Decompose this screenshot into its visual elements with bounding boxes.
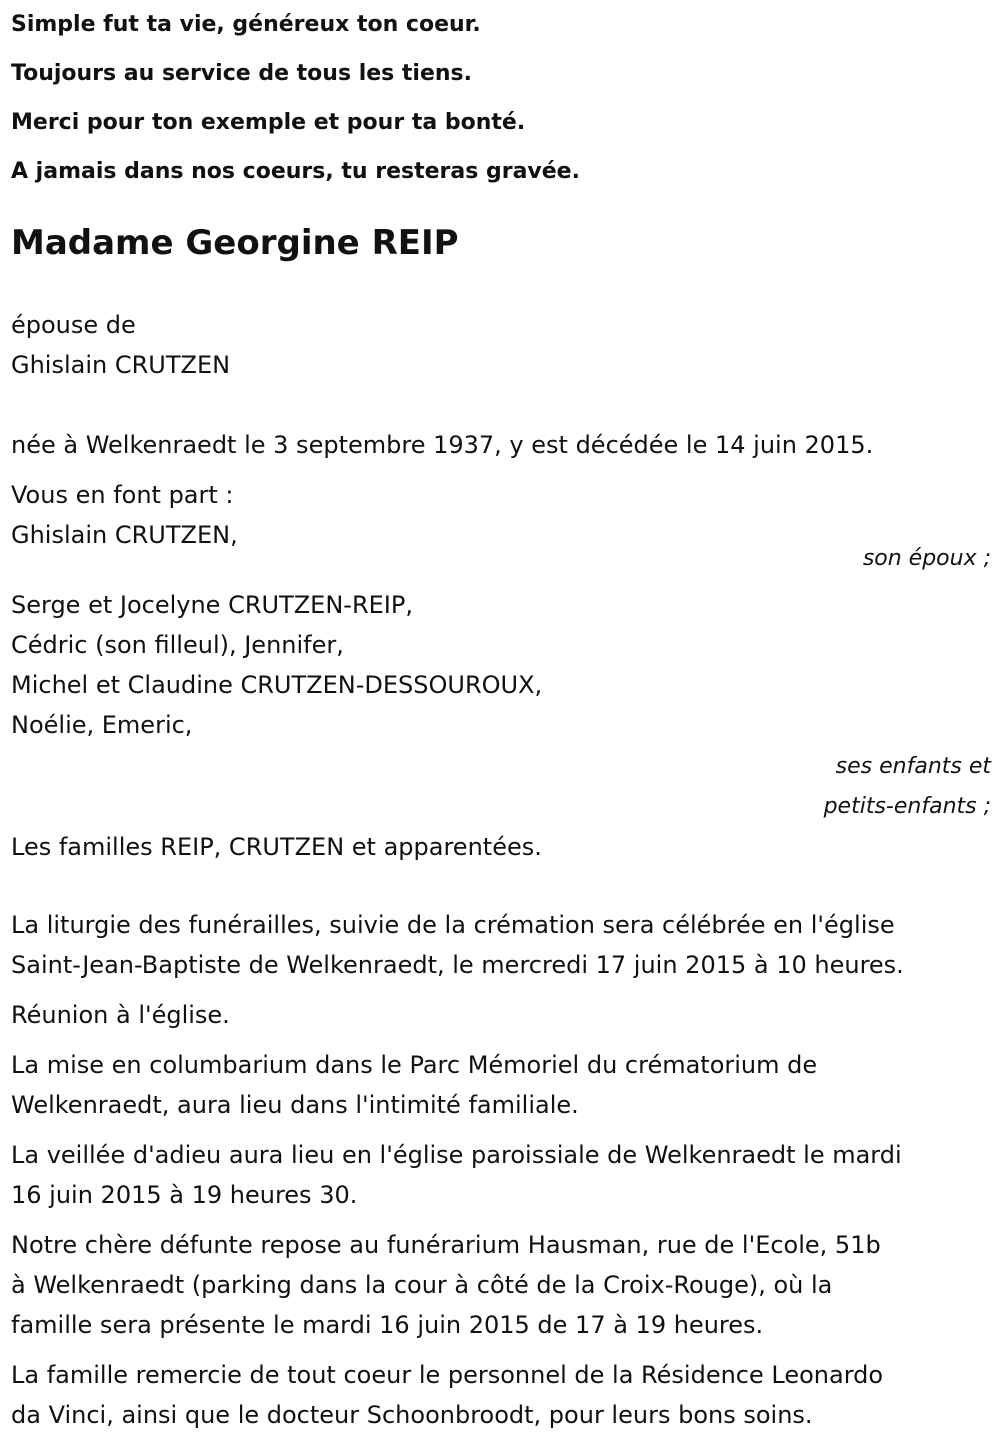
birth-death-info: née à Welkenraedt le 3 septembre 1937, y est décédée le 14 juin 2015. xyxy=(11,431,874,459)
paragraph-line: da Vinci, ainsi que le docteur Schoonbroodt, pour leurs bons soins. xyxy=(11,1401,813,1429)
husband-role: son époux ; xyxy=(862,546,991,571)
paragraph-line: 16 juin 2015 à 19 heures 30. xyxy=(11,1181,358,1209)
deceased-name: Madame Georgine REIP xyxy=(11,223,459,263)
columbarium-paragraph xyxy=(11,1045,991,1125)
memorial-poem xyxy=(11,0,991,187)
spouse-label: épouse de xyxy=(11,311,136,339)
poem-line: Simple fut ta vie, généreux ton coeur. xyxy=(11,12,481,37)
spouse-name: Ghislain CRUTZEN xyxy=(11,351,231,379)
paragraph-line: famille sera présente le mardi 16 juin 2015 de 17 à 19 heures. xyxy=(11,1311,764,1339)
children-role: petits-enfants ; xyxy=(823,794,991,819)
funeral-home-paragraph xyxy=(11,1225,991,1345)
families-line: Les familles REIP, CRUTZEN et apparentées. xyxy=(11,833,542,861)
liturgy-paragraph xyxy=(11,905,991,985)
meeting-paragraph xyxy=(11,995,991,1035)
paragraph-line: La liturgie des funérailles, suivie de la crémation sera célébrée en l'église xyxy=(11,911,895,939)
poem-line: Merci pour ton exemple et pour ta bonté. xyxy=(11,110,526,135)
family-member: Michel et Claudine CRUTZEN-DESSOUROUX, xyxy=(11,671,543,699)
paragraph-line: Welkenraedt, aura lieu dans l'intimité familiale. xyxy=(11,1091,579,1119)
poem-line: A jamais dans nos coeurs, tu resteras gravée. xyxy=(11,159,580,184)
announcement-intro: Vous en font part : xyxy=(11,481,234,509)
paragraph-line: Réunion à l'église. xyxy=(11,1001,230,1029)
husband-name: Ghislain CRUTZEN, xyxy=(11,521,238,549)
paragraph-line: Saint-Jean-Baptiste de Welkenraedt, le mercredi 17 juin 2015 à 10 heures. xyxy=(11,951,904,979)
thanks-paragraph xyxy=(11,1355,991,1435)
family-member: Noélie, Emeric, xyxy=(11,711,193,739)
vigil-paragraph xyxy=(11,1135,991,1215)
paragraph-line: à Welkenraedt (parking dans la cour à côté de la Croix-Rouge), où la xyxy=(11,1271,833,1299)
children-role: ses enfants et xyxy=(835,754,991,779)
family-member: Serge et Jocelyne CRUTZEN-REIP, xyxy=(11,591,413,619)
paragraph-line: La veillée d'adieu aura lieu en l'église paroissiale de Welkenraedt le mardi xyxy=(11,1141,902,1169)
family-member: Cédric (son filleul), Jennifer, xyxy=(11,631,344,659)
obituary-notice xyxy=(11,0,991,1435)
paragraph-line: La famille remercie de tout coeur le personnel de la Résidence Leonardo xyxy=(11,1361,884,1389)
paragraph-line: La mise en columbarium dans le Parc Mémoriel du crématorium de xyxy=(11,1051,818,1079)
poem-line: Toujours au service de tous les tiens. xyxy=(11,61,473,86)
paragraph-line: Notre chère défunte repose au funérarium Hausman, rue de l'Ecole, 51b xyxy=(11,1231,881,1259)
